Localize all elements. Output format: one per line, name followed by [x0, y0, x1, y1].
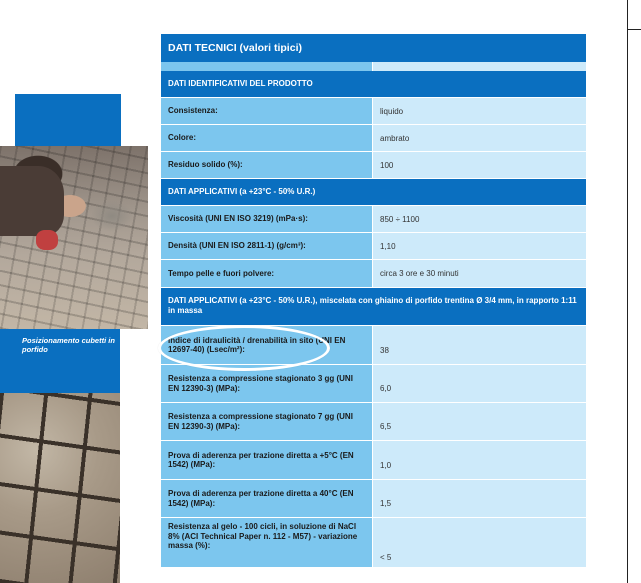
worker-arm: [0, 166, 64, 236]
row-label: Viscosità (UNI EN ISO 3219) (mPa·s):: [161, 206, 373, 232]
row-label: Prova di aderenza per trazione diretta a +5°C (EN 1542) (MPa):: [161, 441, 373, 479]
row-value: 6,0: [373, 365, 586, 402]
row-value: circa 3 ore e 30 minuti: [373, 260, 586, 287]
table-title-spacer: [161, 62, 586, 71]
row-label: Residuo solido (%):: [161, 152, 373, 178]
row-label: Tempo pelle e fuori polvere:: [161, 260, 373, 287]
table-row: [161, 403, 586, 441]
worker-laying-cobbles-photo: [0, 146, 148, 329]
row-label: Consistenza:: [161, 98, 373, 124]
technical-data-table: [161, 34, 586, 568]
porphyry-cobbles-photo: [0, 393, 120, 583]
row-value: 6,5: [373, 403, 586, 440]
row-label: Colore:: [161, 125, 373, 151]
photo-caption: Posizionamento cubetti in porfido: [0, 329, 120, 393]
row-value: 100: [373, 152, 586, 178]
table-row: [161, 365, 586, 403]
table-row: [161, 260, 586, 288]
row-label: Resistenza a compressione stagionato 7 gg (UNI EN 12390-3) (MPa):: [161, 403, 373, 440]
page-frame-line: [627, 0, 628, 583]
row-value: 1,5: [373, 480, 586, 517]
page-frame-tick: [627, 29, 641, 30]
section-heading-identificativi: DATI IDENTIFICATIVI DEL PRODOTTO: [161, 71, 586, 98]
red-glove: [36, 230, 58, 250]
highlight-ellipse: [158, 325, 330, 371]
row-value: ambrato: [373, 125, 586, 151]
row-label: Indice di idraulicità / drenabilità in sito (UNI EN 12697-40) (Lsec/m²):: [161, 326, 373, 364]
row-value: 1,10: [373, 233, 586, 259]
row-value: 38: [373, 326, 586, 364]
section-heading-applicativi-miscelata: DATI APPLICATIVI (a +23°C - 50% U.R.), miscelata con ghiaino di porfido trentina Ø 3/4 mm, in rapporto 1:11 in massa: [161, 288, 586, 326]
row-value: liquido: [373, 98, 586, 124]
row-value: 1,0: [373, 441, 586, 479]
row-label: Resistenza al gelo - 100 cicli, in soluzione di NaCl 8% (ACI Technical Paper n. 112 - M57) - variazione massa (%):: [161, 518, 373, 567]
table-row: [161, 98, 586, 125]
row-value: 850 ÷ 1100: [373, 206, 586, 232]
row-label: Densità (UNI EN ISO 2811-1) (g/cm³):: [161, 233, 373, 259]
section-heading-applicativi: DATI APPLICATIVI (a +23°C - 50% U.R.): [161, 179, 586, 206]
row-value: < 5: [373, 518, 586, 567]
table-row: [161, 152, 586, 179]
table-row: [161, 125, 586, 152]
table-row: [161, 480, 586, 518]
table-row: [161, 441, 586, 480]
table-row: [161, 233, 586, 260]
table-row: [161, 206, 586, 233]
table-title: DATI TECNICI (valori tipici): [161, 34, 586, 62]
row-label: Resistenza a compressione stagionato 3 gg (UNI EN 12390-3) (MPa):: [161, 365, 373, 402]
blue-decor-block: [15, 94, 121, 146]
table-row: [161, 518, 586, 568]
row-label: Prova di aderenza per trazione diretta a 40°C (EN 1542) (MPa):: [161, 480, 373, 517]
